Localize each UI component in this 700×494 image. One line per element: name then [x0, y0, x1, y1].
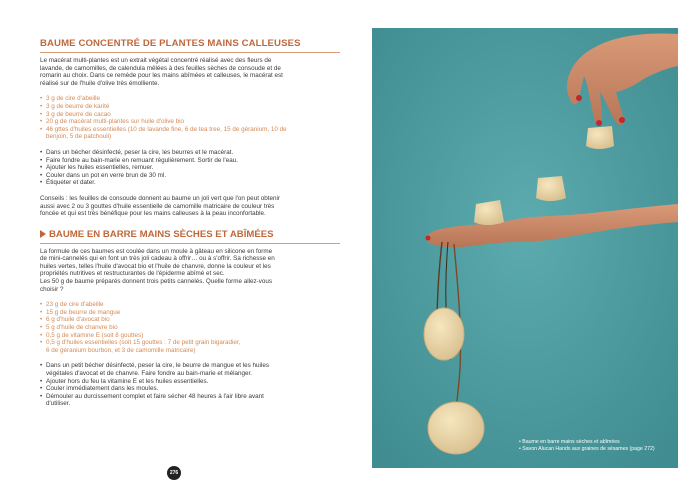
- section2-intro: [40, 248, 340, 294]
- ingredient-item: • 5 g d'huile de chanvre bio: [40, 324, 340, 332]
- intro-line: romarin au choix. Dans ce remède pour les mains abîmées et calleuses, le macérat est: [40, 72, 283, 80]
- step-item: • Faire fondre au bain-marie en remuant régulièrement. Sortir de l'eau.: [40, 157, 340, 165]
- ingredient-item: • 3 g de cire d'abeille: [40, 95, 340, 103]
- ingredient-item: • 23 g de cire d'abeille: [40, 301, 340, 309]
- step-item: • Dans un bécher désinfecté, peser la cire, les beurres et le macérat.: [40, 149, 340, 157]
- section2-title: [40, 229, 340, 244]
- intro-line: Les 50 g de baume préparés donnent trois petits cannelés. Quelle forme allez-vous: [40, 278, 273, 286]
- page-number: 276: [167, 466, 181, 480]
- ingredient-item: • 15 g de beurre de mangue: [40, 309, 340, 317]
- ingredient-item: • 0,5 g de vitamine E (soit 8 gouttes): [40, 332, 340, 340]
- ingredient-continuation: benjoin, 5 de patchouli): [46, 133, 112, 141]
- section1-title: BAUME CONCENTRÉ DE PLANTES MAINS CALLEUSES: [40, 38, 340, 53]
- intro-line: propriétés nutritives et restructurantes de l'épiderme abîmé et sec.: [40, 270, 225, 278]
- photo-caption: [519, 439, 655, 453]
- step-item: • Couler immédiatement dans les moules.: [40, 385, 340, 393]
- advice-line: Conseils : les feuilles de consoude donnent au baume un joli vert que l'on peut obtenir: [40, 194, 280, 202]
- triangle-bullet-icon: [40, 230, 46, 238]
- caption-line: • Savon Alucan Hands aux graines de sésames (page 272): [519, 446, 655, 453]
- intro-line: lavande, de camomilles, de calendula mêlées à des feuilles sèches de consoude et de: [40, 64, 281, 72]
- section1-steps: [40, 149, 340, 187]
- step-item: • Étiqueter et dater.: [40, 179, 340, 187]
- ingredient-item: • 20 g de macérat multi-plantes sur huile d'olive bio: [40, 118, 340, 126]
- intro-line: La formule de ces baumes est coulée dans un moule à gâteau en silicone en forme: [40, 247, 273, 255]
- section1-ingredients: [40, 95, 340, 141]
- ingredient-item: • 0,5 g d'huiles essentielles (soit 15 gouttes : 7 de petit grain bigaradier,: [40, 339, 340, 347]
- ingredient-item: • 3 g de beurre de karité: [40, 103, 340, 111]
- advice-line: foncée et qui est très bénéfique pour les mains calleuses à la peau inconfortable.: [40, 210, 266, 218]
- caption-line: • Baume en barre mains sèches et abîmées: [519, 439, 655, 446]
- product-photo: [372, 28, 678, 468]
- section2-ingredients: [40, 301, 340, 354]
- section1-intro: [40, 57, 340, 87]
- ingredient-item: • 46 gttes d'huiles essentielles (10 de lavande fine, 6 de tea tree, 15 de géranium, 10 de: [40, 126, 340, 134]
- intro-line: Le macérat multi-plantes est un extrait végétal concentré réalisé avec des fleurs de: [40, 57, 272, 64]
- step-continuation: d'utiliser.: [46, 400, 71, 408]
- step-item: • Dans un petit bécher désinfecté, peser la cire, le beurre de mangue et les huiles: [40, 362, 340, 370]
- section2-title-text: BAUME EN BARRE MAINS SÈCHES ET ABÎMÉES: [49, 228, 274, 240]
- step-item: • Ajouter les huiles essentielles, remuer.: [40, 164, 340, 172]
- canele-balm: [586, 126, 614, 149]
- step-continuation: végétales d'avocat et de chanvre. Faire fondre au bain-marie et mélanger.: [46, 370, 252, 377]
- intro-line: huiles vertes, telles l'huile d'avocat bio et l'huile de chanvre, donne la couleur et les: [40, 262, 271, 270]
- step-item: • Démouler au durcissement complet et faire sécher 48 heures à l'air libre avant: [40, 393, 340, 401]
- step-item: • Couler dans un pot en verre brun de 30 ml.: [40, 172, 340, 180]
- step-item: • Ajouter hors du feu la vitamine E et les huiles essentielles.: [40, 378, 340, 386]
- advice-line: aussi avec 2 ou 3 gouttes d'huile essentielle de camomille matricaire de couleur très: [40, 202, 275, 210]
- canele-balm: [474, 200, 504, 225]
- ingredient-item: • 3 g de beurre de cacao: [40, 111, 340, 119]
- text-column: [40, 38, 340, 408]
- ingredient-item: • 6 g d'huile d'avocat bio: [40, 316, 340, 324]
- intro-line: de mini-cannelés qui en font un très joli cadeau à offrir… ou à s'offrir. Sa richesse en: [40, 255, 275, 263]
- canele-balm: [536, 176, 566, 201]
- section2-steps: [40, 362, 340, 408]
- hands-with-balms-illustration: [372, 28, 678, 468]
- ingredient-continuation: 6 de géranium bourbon, et 3 de camomille matricaire): [46, 346, 196, 354]
- intro-line: réalisé sur de l'huile d'olive très émolliente.: [40, 79, 160, 87]
- intro-line: choisir ?: [40, 285, 64, 293]
- section1-advice: [40, 195, 340, 218]
